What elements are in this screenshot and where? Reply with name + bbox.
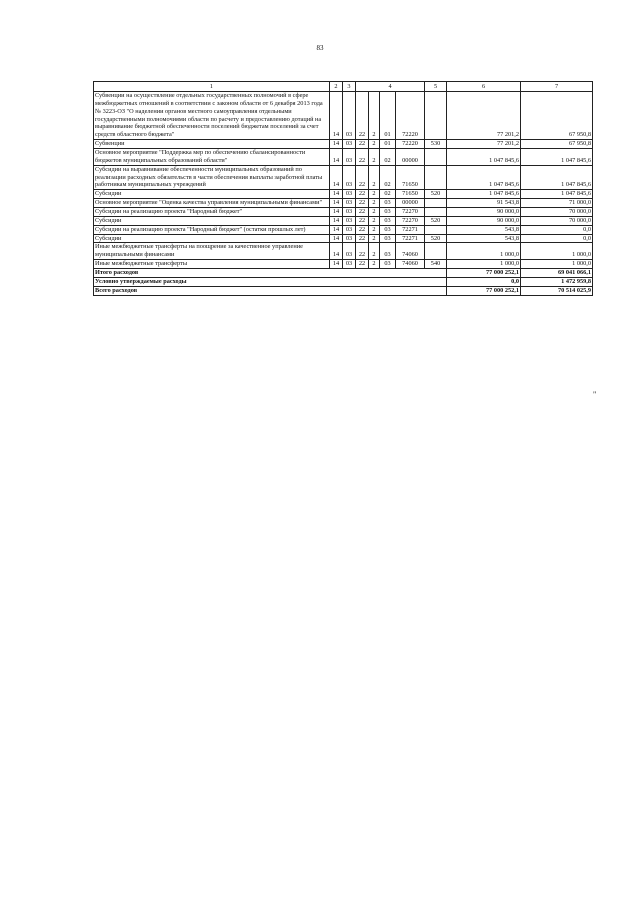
row-name: Субсидии (94, 190, 330, 199)
row-code-c5 (425, 165, 447, 190)
row-code-c2: 14 (330, 165, 343, 190)
row-amount-col7: 67 950,8 (521, 140, 593, 149)
row-code-c4b: 2 (369, 208, 380, 217)
table-row (94, 190, 593, 199)
page-number: 83 (316, 44, 324, 52)
row-code-c4c: 02 (380, 165, 396, 190)
row-code-c4d: 71650 (396, 165, 425, 190)
row-code-c2: 14 (330, 140, 343, 149)
row-code-c4c: 03 (380, 216, 396, 225)
row-code-c4b: 2 (369, 243, 380, 260)
row-code-c4a: 22 (356, 260, 369, 269)
row-code-c4a: 22 (356, 140, 369, 149)
row-code-c2: 14 (330, 208, 343, 217)
row-code-c3: 03 (343, 260, 356, 269)
budget-table (93, 81, 593, 296)
row-code-c4d: 71650 (396, 190, 425, 199)
row-code-c5: 540 (425, 260, 447, 269)
row-amount-col7: 1 047 845,6 (521, 165, 593, 190)
row-name: Иные межбюджетные трансферты на поощрение за качественное управление муниципальными финансами (94, 243, 330, 260)
row-code-c4c: 03 (380, 234, 396, 243)
header-col-7: 7 (521, 82, 593, 92)
row-code-c3: 03 (343, 190, 356, 199)
row-code-c3: 03 (343, 208, 356, 217)
row-code-c3: 03 (343, 149, 356, 166)
row-code-c3: 03 (343, 225, 356, 234)
row-code-c4a: 22 (356, 165, 369, 190)
row-amount-col7: 1 047 845,6 (521, 149, 593, 166)
row-amount-col6: 90 000,0 (447, 208, 521, 217)
table-row (94, 225, 593, 234)
row-code-c5 (425, 92, 447, 140)
row-code-c4a: 22 (356, 190, 369, 199)
row-name: Субсидии на реализацию проекта "Народный бюджет" (94, 208, 330, 217)
row-code-c4b: 2 (369, 260, 380, 269)
total-amount-col6: 77 000 252,1 (447, 269, 521, 278)
row-code-c4b: 2 (369, 225, 380, 234)
row-amount-col7: 71 000,0 (521, 199, 593, 208)
table-row (94, 208, 593, 217)
total-amount-col7: 1 472 959,8 (521, 278, 593, 287)
row-code-c5: 520 (425, 234, 447, 243)
row-code-c4a: 22 (356, 199, 369, 208)
row-code-c4a: 22 (356, 208, 369, 217)
header-col-5: 5 (425, 82, 447, 92)
table-row (94, 234, 593, 243)
total-label: Всего расходов (94, 287, 447, 296)
row-name: Основное мероприятие "Оценка качества управления муниципальными финансами" (94, 199, 330, 208)
row-code-c2: 14 (330, 234, 343, 243)
row-code-c5: 530 (425, 140, 447, 149)
row-name: Субсидии (94, 216, 330, 225)
total-row (94, 269, 593, 278)
total-label: Условно утверждаемые расходы (94, 278, 447, 287)
row-amount-col6: 1 047 845,6 (447, 190, 521, 199)
table-row (94, 216, 593, 225)
row-code-c4b: 2 (369, 149, 380, 166)
row-code-c2: 14 (330, 92, 343, 140)
header-col-6: 6 (447, 82, 521, 92)
row-amount-col7: 0,0 (521, 225, 593, 234)
header-row (94, 82, 593, 92)
row-code-c4d: 00000 (396, 199, 425, 208)
row-code-c4a: 22 (356, 92, 369, 140)
table-row (94, 149, 593, 166)
row-code-c5 (425, 149, 447, 166)
row-code-c4a: 22 (356, 243, 369, 260)
row-amount-col7: 67 950,8 (521, 92, 593, 140)
row-code-c3: 03 (343, 234, 356, 243)
row-code-c4b: 2 (369, 190, 380, 199)
row-code-c4c: 03 (380, 208, 396, 217)
row-code-c2: 14 (330, 190, 343, 199)
row-amount-col7: 1 000,0 (521, 260, 593, 269)
header-col-1: 1 (94, 82, 330, 92)
row-code-c4c: 01 (380, 140, 396, 149)
table-row (94, 140, 593, 149)
row-code-c3: 03 (343, 216, 356, 225)
row-amount-col6: 1 047 845,6 (447, 149, 521, 166)
row-amount-col6: 90 000,0 (447, 216, 521, 225)
row-code-c3: 03 (343, 199, 356, 208)
row-name: Субсидии (94, 234, 330, 243)
row-code-c4d: 74060 (396, 243, 425, 260)
row-amount-col7: 1 000,0 (521, 243, 593, 260)
budget-table-body (94, 82, 593, 296)
total-amount-col6: 0,0 (447, 278, 521, 287)
row-code-c2: 14 (330, 216, 343, 225)
row-code-c2: 14 (330, 199, 343, 208)
row-code-c4b: 2 (369, 199, 380, 208)
row-name: Субвенции (94, 140, 330, 149)
row-code-c4b: 2 (369, 92, 380, 140)
row-amount-col6: 91 543,8 (447, 199, 521, 208)
row-amount-col7: 70 000,0 (521, 216, 593, 225)
row-code-c4d: 72220 (396, 140, 425, 149)
row-code-c4c: 03 (380, 243, 396, 260)
row-code-c3: 03 (343, 140, 356, 149)
row-name: Субсидии на реализацию проекта "Народный бюджет" (остатки прошлых лет) (94, 225, 330, 234)
row-code-c4a: 22 (356, 234, 369, 243)
table-row (94, 243, 593, 260)
row-amount-col6: 1 000,0 (447, 243, 521, 260)
row-amount-col7: 1 047 845,6 (521, 190, 593, 199)
row-code-c4b: 2 (369, 234, 380, 243)
row-code-c4a: 22 (356, 149, 369, 166)
total-amount-col7: 69 041 066,1 (521, 269, 593, 278)
row-amount-col6: 77 201,2 (447, 92, 521, 140)
row-code-c2: 14 (330, 260, 343, 269)
row-code-c4a: 22 (356, 216, 369, 225)
total-row (94, 287, 593, 296)
total-amount-col7: 70 514 025,9 (521, 287, 593, 296)
row-name: Субвенции на осуществление отдельных государственных полномочий в сфере межбюджетных отношений в соответствии с законом области от 6 декабря 2013 года № 3223-ОЗ "О наделении органов местного самоуправления отдельными государственными полномочиями области по расчету и предоставлению дотаций на выравнивание бюджетной обеспеченности поселений бюджетам поселений за счет средств областного бюджета" (94, 92, 330, 140)
row-code-c4d: 72270 (396, 216, 425, 225)
row-code-c4c: 03 (380, 260, 396, 269)
row-code-c2: 14 (330, 225, 343, 234)
row-code-c5: 520 (425, 190, 447, 199)
row-code-c5 (425, 225, 447, 234)
row-code-c2: 14 (330, 243, 343, 260)
row-code-c4b: 2 (369, 140, 380, 149)
row-code-c4b: 2 (369, 165, 380, 190)
row-code-c4c: 03 (380, 225, 396, 234)
row-code-c5 (425, 199, 447, 208)
row-amount-col6: 1 047 845,6 (447, 165, 521, 190)
row-name: Иные межбюджетные трансферты (94, 260, 330, 269)
row-code-c3: 03 (343, 243, 356, 260)
row-code-c5: 520 (425, 216, 447, 225)
row-code-c4d: 72271 (396, 225, 425, 234)
row-amount-col6: 77 201,2 (447, 140, 521, 149)
total-row (94, 278, 593, 287)
row-code-c2: 14 (330, 149, 343, 166)
row-code-c5 (425, 243, 447, 260)
row-amount-col6: 543,8 (447, 234, 521, 243)
header-col-2: 2 (330, 82, 343, 92)
row-code-c4d: 72270 (396, 208, 425, 217)
row-code-c4c: 02 (380, 149, 396, 166)
row-amount-col6: 543,8 (447, 225, 521, 234)
row-amount-col7: 0,0 (521, 234, 593, 243)
row-code-c4a: 22 (356, 225, 369, 234)
row-code-c4c: 01 (380, 92, 396, 140)
row-code-c5 (425, 208, 447, 217)
row-code-c4d: 72271 (396, 234, 425, 243)
row-name: Основное мероприятие "Поддержка мер по обеспечению сбалансированности бюджетов муниципальных образований области" (94, 149, 330, 166)
row-code-c4c: 03 (380, 199, 396, 208)
header-col-3: 3 (343, 82, 356, 92)
closing-quote: " (593, 390, 597, 399)
row-amount-col6: 1 000,0 (447, 260, 521, 269)
row-amount-col7: 70 000,0 (521, 208, 593, 217)
row-code-c3: 03 (343, 92, 356, 140)
table-row (94, 92, 593, 140)
table-row (94, 165, 593, 190)
row-name: Субсидии на выравнивание обеспеченности муниципальных образований по реализации расходных обязательств в части обеспечения выплаты заработной платы работникам муниципальных учреждений (94, 165, 330, 190)
row-code-c4b: 2 (369, 216, 380, 225)
row-code-c3: 03 (343, 165, 356, 190)
row-code-c4c: 02 (380, 190, 396, 199)
table-row (94, 260, 593, 269)
header-col-4: 4 (356, 82, 425, 92)
row-code-c4d: 00000 (396, 149, 425, 166)
row-code-c4d: 74060 (396, 260, 425, 269)
table-row (94, 199, 593, 208)
total-amount-col6: 77 000 252,1 (447, 287, 521, 296)
row-code-c4d: 72220 (396, 92, 425, 140)
total-label: Итого расходов (94, 269, 447, 278)
